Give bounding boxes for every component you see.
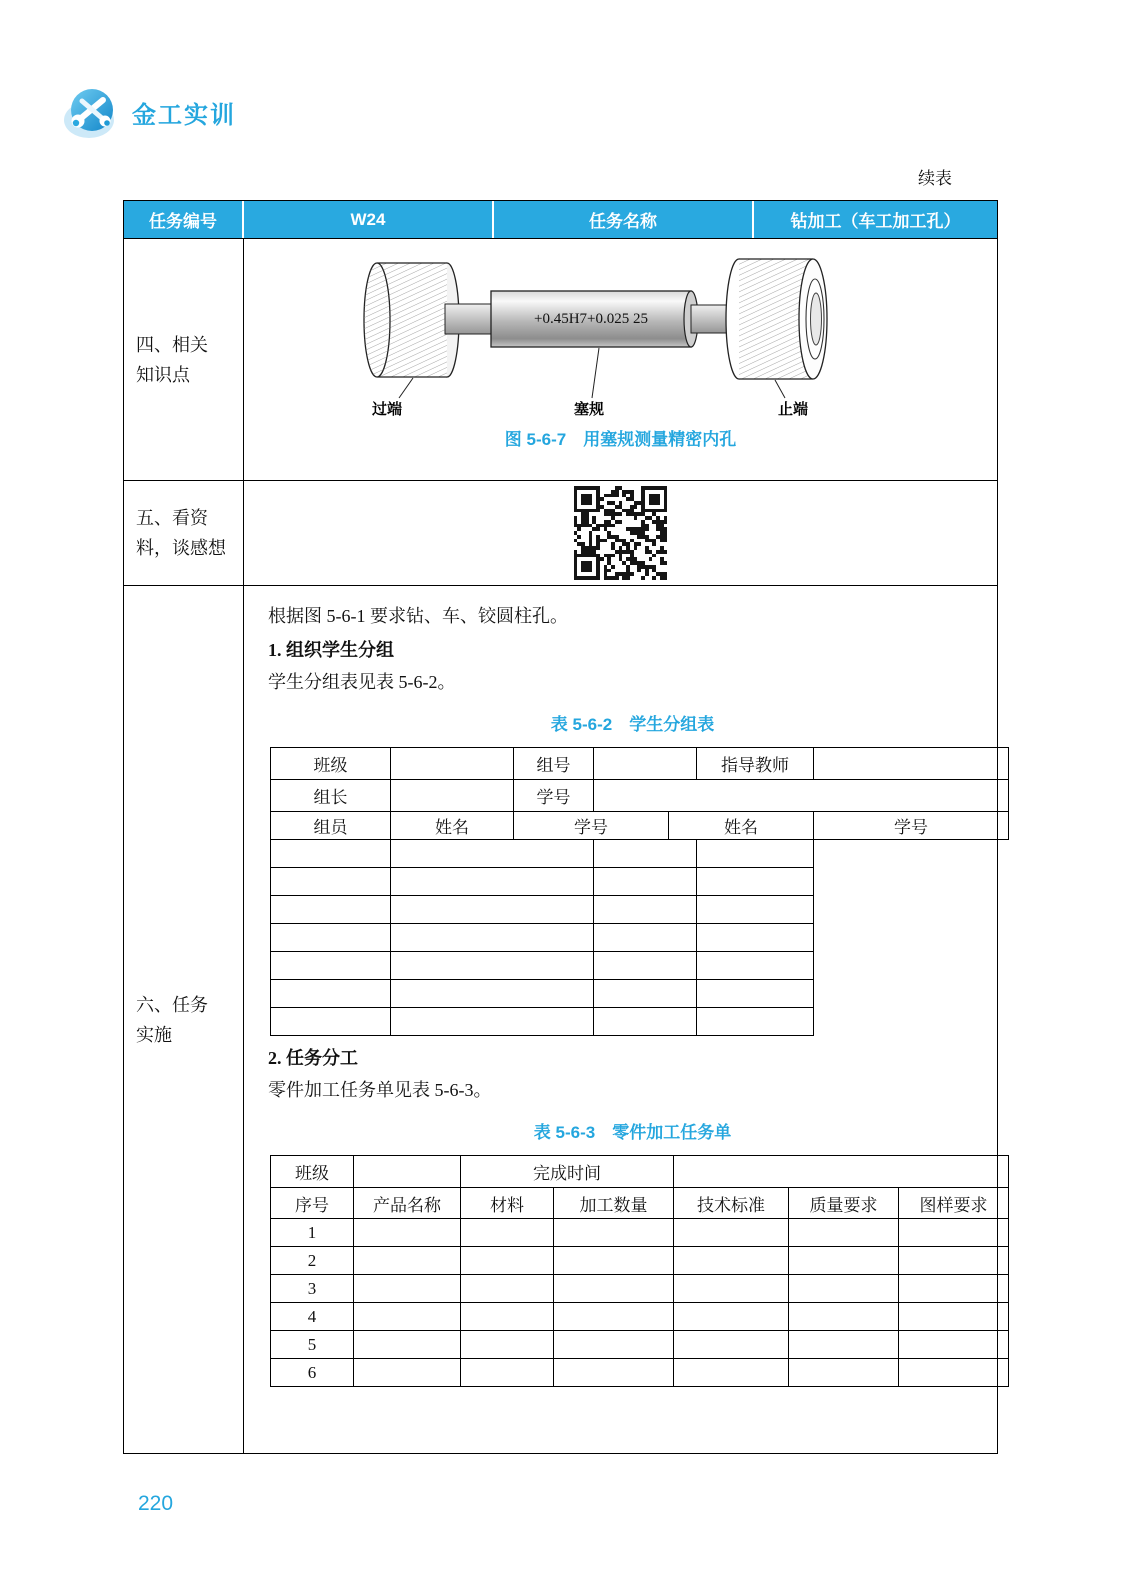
materials-row	[124, 480, 997, 585]
task-row	[271, 1219, 1009, 1247]
empty-cell	[391, 1008, 594, 1036]
knowledge-content	[244, 239, 997, 480]
empty-cell	[789, 1331, 899, 1359]
empty-cell	[554, 1359, 674, 1387]
empty-cell	[899, 1359, 1009, 1387]
empty-cell	[354, 1247, 461, 1275]
name-label: 姓名	[669, 812, 814, 840]
empty-cell	[354, 1331, 461, 1359]
empty-cell	[899, 1247, 1009, 1275]
empty-cell	[594, 868, 697, 896]
col-header: 序号	[271, 1188, 354, 1219]
empty-cell	[697, 868, 814, 896]
grouping-row-class	[271, 748, 1009, 780]
col-header: 图样要求	[899, 1188, 1009, 1219]
task-header-row	[124, 201, 997, 238]
empty-cell	[354, 1275, 461, 1303]
empty-cell	[391, 780, 514, 812]
plug-gauge-figure	[341, 251, 901, 421]
page-number: 220	[138, 1492, 174, 1515]
empty-cell	[674, 1331, 789, 1359]
brand-title: 金工实训	[132, 101, 236, 129]
section-label-line: 六、任务	[136, 994, 208, 1015]
member-row	[271, 840, 1009, 868]
id-label: 学号	[814, 812, 1009, 840]
nogo-end-handle	[726, 259, 827, 379]
empty-cell	[594, 924, 697, 952]
task-main-table	[123, 200, 998, 1454]
member-row	[271, 896, 1009, 924]
grouping-table	[270, 747, 1009, 1036]
col-header: 产品名称	[354, 1188, 461, 1219]
go-end-label: 过端	[371, 402, 402, 418]
empty-cell	[271, 924, 391, 952]
materials-section-label	[124, 481, 244, 585]
step2-title: 2. 任务分工	[268, 1048, 358, 1068]
task-row	[271, 1247, 1009, 1275]
empty-cell	[594, 896, 697, 924]
brand-logo-icon	[62, 84, 124, 140]
qr-code	[574, 486, 668, 580]
brand	[62, 84, 236, 140]
grouping-empty-rows	[271, 840, 1009, 1036]
student-id-label: 学号	[514, 780, 594, 812]
member-row	[271, 924, 1009, 952]
empty-cell	[789, 1359, 899, 1387]
row-number-cell: 6	[271, 1359, 354, 1387]
empty-cell	[789, 1219, 899, 1247]
task-no-label: 任务编号	[124, 201, 244, 238]
empty-cell	[594, 748, 697, 780]
members-label: 组员	[271, 812, 391, 840]
task-rows	[271, 1219, 1009, 1387]
empty-cell	[697, 952, 814, 980]
col-header: 加工数量	[554, 1188, 674, 1219]
empty-cell	[554, 1331, 674, 1359]
member-row	[271, 980, 1009, 1008]
member-row	[271, 952, 1009, 980]
name-label: 姓名	[391, 812, 514, 840]
section-label-line: 实施	[136, 1024, 172, 1045]
empty-cell	[594, 840, 697, 868]
row-number-cell: 1	[271, 1219, 354, 1247]
empty-cell	[461, 1247, 554, 1275]
empty-cell	[271, 840, 391, 868]
empty-cell	[554, 1247, 674, 1275]
empty-cell	[697, 840, 814, 868]
knowledge-section-label	[124, 239, 244, 480]
member-row	[271, 1008, 1009, 1036]
empty-cell	[461, 1359, 554, 1387]
step2-text: 零件加工任务单见表 5-6-3。	[268, 1080, 492, 1100]
empty-cell	[391, 952, 594, 980]
grouping-table-caption: 表 5-6-2 学生分组表	[550, 715, 715, 734]
empty-cell	[697, 1008, 814, 1036]
class-label: 班级	[271, 748, 391, 780]
empty-cell	[789, 1275, 899, 1303]
col-header: 质量要求	[789, 1188, 899, 1219]
task-name-label: 任务名称	[494, 201, 754, 238]
class-label: 班级	[271, 1156, 354, 1188]
implementation-section-label	[124, 586, 244, 1453]
gauge-neck-left	[445, 304, 493, 334]
empty-cell	[674, 1219, 789, 1247]
task-row	[271, 1331, 1009, 1359]
empty-cell	[674, 1359, 789, 1387]
step1-text: 学生分组表见表 5-6-2。	[268, 672, 456, 692]
section-label-line: 四、相关	[136, 334, 208, 355]
id-label: 学号	[514, 812, 669, 840]
empty-cell	[461, 1219, 554, 1247]
instructor-label: 指导教师	[697, 748, 814, 780]
implementation-row	[124, 585, 997, 1453]
nogo-end-label: 止端	[777, 402, 808, 418]
plug-gauge-label: 塞规	[573, 402, 604, 418]
empty-cell	[554, 1303, 674, 1331]
empty-cell	[899, 1303, 1009, 1331]
empty-cell	[461, 1275, 554, 1303]
empty-cell	[789, 1247, 899, 1275]
empty-cell	[697, 980, 814, 1008]
task-no-value: W24	[244, 201, 494, 238]
task-sheet-caption: 表 5-6-3 零件加工任务单	[533, 1123, 732, 1142]
empty-cell	[271, 896, 391, 924]
empty-cell	[271, 980, 391, 1008]
empty-cell	[461, 1331, 554, 1359]
empty-cell	[899, 1219, 1009, 1247]
row-number-cell: 4	[271, 1303, 354, 1331]
col-header: 技术标准	[674, 1188, 789, 1219]
empty-cell	[789, 1303, 899, 1331]
materials-content	[244, 481, 997, 585]
member-row	[271, 868, 1009, 896]
task-row	[271, 1275, 1009, 1303]
gauge-body	[491, 291, 698, 347]
empty-cell	[899, 1275, 1009, 1303]
empty-cell	[461, 1303, 554, 1331]
empty-cell	[674, 1303, 789, 1331]
leader-label: 组长	[271, 780, 391, 812]
implementation-content	[244, 586, 1021, 1453]
empty-cell	[814, 748, 1009, 780]
section-label-line: 五、看资	[136, 508, 208, 528]
section-label-line: 料，谈感想	[136, 538, 226, 558]
empty-cell	[391, 896, 594, 924]
empty-cell	[271, 868, 391, 896]
empty-cell	[594, 780, 1009, 812]
empty-cell	[391, 748, 514, 780]
row-number-cell: 5	[271, 1331, 354, 1359]
empty-cell	[271, 952, 391, 980]
empty-cell	[594, 952, 697, 980]
col-header: 材料	[461, 1188, 554, 1219]
empty-cell	[391, 868, 594, 896]
step1-title: 1. 组织学生分组	[268, 640, 394, 660]
impl-intro: 根据图 5-6-1 要求钻、车、铰圆柱孔。	[268, 606, 568, 626]
qr-wrap	[244, 481, 997, 585]
empty-cell	[354, 1156, 461, 1188]
task-sheet-table	[270, 1155, 1009, 1387]
empty-cell	[899, 1331, 1009, 1359]
section-label-line: 知识点	[136, 364, 190, 385]
task-row	[271, 1303, 1009, 1331]
empty-cell	[354, 1303, 461, 1331]
knowledge-row	[124, 238, 997, 480]
empty-cell	[391, 980, 594, 1008]
row-number-cell: 2	[271, 1247, 354, 1275]
task-sheet-header-row	[271, 1188, 1009, 1219]
empty-cell	[697, 924, 814, 952]
task-row	[271, 1359, 1009, 1387]
empty-cell	[391, 924, 594, 952]
empty-cell	[271, 1008, 391, 1036]
figure-wrap	[244, 239, 997, 450]
empty-cell	[354, 1219, 461, 1247]
empty-cell	[674, 1275, 789, 1303]
empty-cell	[594, 1008, 697, 1036]
empty-cell	[697, 896, 814, 924]
task-sheet-class-row	[271, 1156, 1009, 1188]
empty-cell	[554, 1219, 674, 1247]
empty-cell	[354, 1359, 461, 1387]
row-number-cell: 3	[271, 1275, 354, 1303]
empty-cell	[391, 840, 594, 868]
continued-table-label: 续表	[918, 169, 952, 188]
empty-cell	[674, 1156, 1009, 1188]
figure-caption: 图 5-6-7 用塞规测量精密内孔	[504, 430, 737, 449]
group-no-label: 组号	[514, 748, 594, 780]
grouping-member-header	[271, 812, 1009, 840]
gauge-dim-text: +0.45H7+0.025 25	[533, 311, 648, 327]
empty-cell	[594, 980, 697, 1008]
grouping-row-leader	[271, 780, 1009, 812]
completion-label: 完成时间	[461, 1156, 674, 1188]
empty-cell	[554, 1275, 674, 1303]
task-name-value: 钻加工（车工加工孔）	[790, 212, 961, 231]
empty-cell	[674, 1247, 789, 1275]
